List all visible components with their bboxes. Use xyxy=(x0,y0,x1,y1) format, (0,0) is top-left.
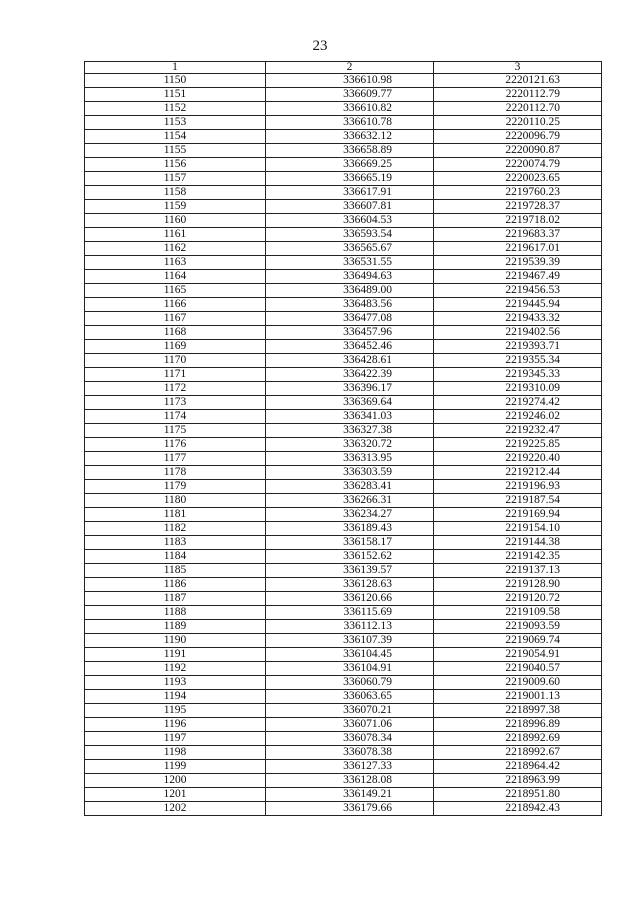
x-coordinate-cell: 336422.39 xyxy=(266,368,434,382)
point-number-cell: 1199 xyxy=(85,760,266,774)
point-number-cell: 1174 xyxy=(85,410,266,424)
x-coordinate-cell: 336139.57 xyxy=(266,564,434,578)
point-number-cell: 1188 xyxy=(85,606,266,620)
point-number-cell: 1154 xyxy=(85,130,266,144)
point-number-cell: 1163 xyxy=(85,256,266,270)
x-coordinate-cell: 336531.55 xyxy=(266,256,434,270)
point-number-cell: 1156 xyxy=(85,158,266,172)
y-coordinate-cell: 2219154.10 xyxy=(434,522,602,536)
table-row xyxy=(85,298,602,312)
table-row xyxy=(85,494,602,508)
point-number-cell: 1190 xyxy=(85,634,266,648)
point-number-cell: 1197 xyxy=(85,732,266,746)
point-number-cell: 1192 xyxy=(85,662,266,676)
table-row xyxy=(85,648,602,662)
x-coordinate-cell: 336283.41 xyxy=(266,480,434,494)
table-row xyxy=(85,788,602,802)
point-number-cell: 1153 xyxy=(85,116,266,130)
y-coordinate-cell: 2219393.71 xyxy=(434,340,602,354)
table-row xyxy=(85,242,602,256)
point-number-cell: 1184 xyxy=(85,550,266,564)
x-coordinate-cell: 336063.65 xyxy=(266,690,434,704)
y-coordinate-cell: 2219128.90 xyxy=(434,578,602,592)
table-row xyxy=(85,718,602,732)
table-row xyxy=(85,200,602,214)
x-coordinate-cell: 336428.61 xyxy=(266,354,434,368)
y-coordinate-cell: 2219456.53 xyxy=(434,284,602,298)
x-coordinate-cell: 336320.72 xyxy=(266,438,434,452)
x-coordinate-cell: 336604.53 xyxy=(266,214,434,228)
table-row xyxy=(85,144,602,158)
point-number-cell: 1186 xyxy=(85,578,266,592)
point-number-cell: 1161 xyxy=(85,228,266,242)
y-coordinate-cell: 2218992.67 xyxy=(434,746,602,760)
y-coordinate-cell: 2219683.37 xyxy=(434,228,602,242)
point-number-cell: 1183 xyxy=(85,536,266,550)
y-coordinate-cell: 2219169.94 xyxy=(434,508,602,522)
x-coordinate-cell: 336665.19 xyxy=(266,172,434,186)
x-coordinate-cell: 336489.00 xyxy=(266,284,434,298)
table-row xyxy=(85,368,602,382)
x-coordinate-cell: 336115.69 xyxy=(266,606,434,620)
point-number-cell: 1202 xyxy=(85,802,266,816)
x-coordinate-cell: 336078.34 xyxy=(266,732,434,746)
x-coordinate-cell: 336593.54 xyxy=(266,228,434,242)
x-coordinate-cell: 336313.95 xyxy=(266,452,434,466)
point-number-cell: 1175 xyxy=(85,424,266,438)
x-coordinate-cell: 336610.78 xyxy=(266,116,434,130)
table-body xyxy=(85,74,602,816)
header-row xyxy=(85,62,602,74)
table-row xyxy=(85,270,602,284)
point-number-cell: 1189 xyxy=(85,620,266,634)
point-number-cell: 1176 xyxy=(85,438,266,452)
y-coordinate-cell: 2219001.13 xyxy=(434,690,602,704)
point-number-cell: 1181 xyxy=(85,508,266,522)
point-number-cell: 1172 xyxy=(85,382,266,396)
table-row xyxy=(85,396,602,410)
y-coordinate-cell: 2219093.59 xyxy=(434,620,602,634)
x-coordinate-cell: 336483.56 xyxy=(266,298,434,312)
x-coordinate-cell: 336610.98 xyxy=(266,74,434,88)
table-row xyxy=(85,620,602,634)
x-coordinate-cell: 336607.81 xyxy=(266,200,434,214)
point-number-cell: 1171 xyxy=(85,368,266,382)
x-coordinate-cell: 336610.82 xyxy=(266,102,434,116)
table-row xyxy=(85,592,602,606)
point-number-cell: 1177 xyxy=(85,452,266,466)
y-coordinate-cell: 2219355.34 xyxy=(434,354,602,368)
y-coordinate-cell: 2219467.49 xyxy=(434,270,602,284)
x-coordinate-cell: 336494.63 xyxy=(266,270,434,284)
y-coordinate-cell: 2219445.94 xyxy=(434,298,602,312)
y-coordinate-cell: 2219310.09 xyxy=(434,382,602,396)
point-number-cell: 1157 xyxy=(85,172,266,186)
x-coordinate-cell: 336128.63 xyxy=(266,578,434,592)
x-coordinate-cell: 336071.06 xyxy=(266,718,434,732)
y-coordinate-cell: 2219225.85 xyxy=(434,438,602,452)
x-coordinate-cell: 336617.91 xyxy=(266,186,434,200)
point-number-cell: 1162 xyxy=(85,242,266,256)
table-row xyxy=(85,438,602,452)
table-row xyxy=(85,606,602,620)
point-number-cell: 1152 xyxy=(85,102,266,116)
table-row xyxy=(85,564,602,578)
table-row xyxy=(85,326,602,340)
x-coordinate-cell: 336060.79 xyxy=(266,676,434,690)
y-coordinate-cell: 2219345.33 xyxy=(434,368,602,382)
point-number-cell: 1150 xyxy=(85,74,266,88)
x-coordinate-cell: 336179.66 xyxy=(266,802,434,816)
point-number-cell: 1155 xyxy=(85,144,266,158)
table-row xyxy=(85,312,602,326)
y-coordinate-cell: 2218964.42 xyxy=(434,760,602,774)
table-row xyxy=(85,466,602,480)
table-row xyxy=(85,186,602,200)
point-number-cell: 1168 xyxy=(85,326,266,340)
table-row xyxy=(85,508,602,522)
table-row xyxy=(85,102,602,116)
x-coordinate-cell: 336477.08 xyxy=(266,312,434,326)
y-coordinate-cell: 2218992.69 xyxy=(434,732,602,746)
y-coordinate-cell: 2220112.79 xyxy=(434,88,602,102)
y-coordinate-cell: 2219196.93 xyxy=(434,480,602,494)
x-coordinate-cell: 336149.21 xyxy=(266,788,434,802)
y-coordinate-cell: 2219144.38 xyxy=(434,536,602,550)
table-row xyxy=(85,130,602,144)
x-coordinate-cell: 336120.66 xyxy=(266,592,434,606)
y-coordinate-cell: 2219617.01 xyxy=(434,242,602,256)
table-row xyxy=(85,88,602,102)
x-coordinate-cell: 336107.39 xyxy=(266,634,434,648)
y-coordinate-cell: 2219402.56 xyxy=(434,326,602,340)
y-coordinate-cell: 2219212.44 xyxy=(434,466,602,480)
x-coordinate-cell: 336112.13 xyxy=(266,620,434,634)
column-header-x-coordinate: 2 xyxy=(266,62,434,74)
y-coordinate-cell: 2218963.99 xyxy=(434,774,602,788)
point-number-cell: 1159 xyxy=(85,200,266,214)
table-row xyxy=(85,746,602,760)
x-coordinate-cell: 336078.38 xyxy=(266,746,434,760)
point-number-cell: 1165 xyxy=(85,284,266,298)
x-coordinate-cell: 336669.25 xyxy=(266,158,434,172)
table-row xyxy=(85,480,602,494)
y-coordinate-cell: 2219054.91 xyxy=(434,648,602,662)
y-coordinate-cell: 2220096.79 xyxy=(434,130,602,144)
y-coordinate-cell: 2220074.79 xyxy=(434,158,602,172)
table-row xyxy=(85,522,602,536)
table-row xyxy=(85,690,602,704)
table-row xyxy=(85,382,602,396)
table-row xyxy=(85,410,602,424)
point-number-cell: 1200 xyxy=(85,774,266,788)
y-coordinate-cell: 2219433.32 xyxy=(434,312,602,326)
point-number-cell: 1167 xyxy=(85,312,266,326)
table-row xyxy=(85,452,602,466)
point-number-cell: 1182 xyxy=(85,522,266,536)
y-coordinate-cell: 2219539.39 xyxy=(434,256,602,270)
table-row xyxy=(85,578,602,592)
table-row xyxy=(85,536,602,550)
x-coordinate-cell: 336070.21 xyxy=(266,704,434,718)
y-coordinate-cell: 2220121.63 xyxy=(434,74,602,88)
point-number-cell: 1194 xyxy=(85,690,266,704)
table-row xyxy=(85,340,602,354)
x-coordinate-cell: 336104.45 xyxy=(266,648,434,662)
y-coordinate-cell: 2219109.58 xyxy=(434,606,602,620)
y-coordinate-cell: 2220112.70 xyxy=(434,102,602,116)
point-number-cell: 1151 xyxy=(85,88,266,102)
x-coordinate-cell: 336632.12 xyxy=(266,130,434,144)
y-coordinate-cell: 2220023.65 xyxy=(434,172,602,186)
x-coordinate-cell: 336565.67 xyxy=(266,242,434,256)
y-coordinate-cell: 2219009.60 xyxy=(434,676,602,690)
y-coordinate-cell: 2219069.74 xyxy=(434,634,602,648)
table-row xyxy=(85,158,602,172)
coordinates-table xyxy=(84,61,602,816)
y-coordinate-cell: 2220090.87 xyxy=(434,144,602,158)
table-header xyxy=(85,62,602,74)
point-number-cell: 1173 xyxy=(85,396,266,410)
table-row xyxy=(85,214,602,228)
table-row xyxy=(85,634,602,648)
table-row xyxy=(85,676,602,690)
column-header-point-number: 1 xyxy=(85,62,266,74)
x-coordinate-cell: 336128.08 xyxy=(266,774,434,788)
table-row xyxy=(85,732,602,746)
y-coordinate-cell: 2218942.43 xyxy=(434,802,602,816)
point-number-cell: 1169 xyxy=(85,340,266,354)
y-coordinate-cell: 2219728.37 xyxy=(434,200,602,214)
point-number-cell: 1180 xyxy=(85,494,266,508)
table-row xyxy=(85,774,602,788)
table-row xyxy=(85,284,602,298)
x-coordinate-cell: 336369.64 xyxy=(266,396,434,410)
table-row xyxy=(85,256,602,270)
table-row xyxy=(85,704,602,718)
y-coordinate-cell: 2218951.80 xyxy=(434,788,602,802)
y-coordinate-cell: 2219137.13 xyxy=(434,564,602,578)
table-row xyxy=(85,354,602,368)
point-number-cell: 1166 xyxy=(85,298,266,312)
table-row xyxy=(85,760,602,774)
point-number-cell: 1170 xyxy=(85,354,266,368)
y-coordinate-cell: 2218997.38 xyxy=(434,704,602,718)
x-coordinate-cell: 336396.17 xyxy=(266,382,434,396)
x-coordinate-cell: 336266.31 xyxy=(266,494,434,508)
point-number-cell: 1178 xyxy=(85,466,266,480)
table-row xyxy=(85,662,602,676)
table-row xyxy=(85,116,602,130)
x-coordinate-cell: 336104.91 xyxy=(266,662,434,676)
x-coordinate-cell: 336189.43 xyxy=(266,522,434,536)
x-coordinate-cell: 336234.27 xyxy=(266,508,434,522)
x-coordinate-cell: 336658.89 xyxy=(266,144,434,158)
table-row xyxy=(85,550,602,564)
point-number-cell: 1201 xyxy=(85,788,266,802)
table-row xyxy=(85,228,602,242)
table-row xyxy=(85,172,602,186)
x-coordinate-cell: 336609.77 xyxy=(266,88,434,102)
point-number-cell: 1193 xyxy=(85,676,266,690)
y-coordinate-cell: 2219142.35 xyxy=(434,550,602,564)
y-coordinate-cell: 2218996.89 xyxy=(434,718,602,732)
x-coordinate-cell: 336158.17 xyxy=(266,536,434,550)
point-number-cell: 1158 xyxy=(85,186,266,200)
page-number: 23 xyxy=(312,38,328,54)
table-row xyxy=(85,424,602,438)
y-coordinate-cell: 2219220.40 xyxy=(434,452,602,466)
point-number-cell: 1160 xyxy=(85,214,266,228)
point-number-cell: 1195 xyxy=(85,704,266,718)
y-coordinate-cell: 2220110.25 xyxy=(434,116,602,130)
x-coordinate-cell: 336127.33 xyxy=(266,760,434,774)
point-number-cell: 1198 xyxy=(85,746,266,760)
table-row xyxy=(85,74,602,88)
y-coordinate-cell: 2219760.23 xyxy=(434,186,602,200)
x-coordinate-cell: 336341.03 xyxy=(266,410,434,424)
y-coordinate-cell: 2219274.42 xyxy=(434,396,602,410)
y-coordinate-cell: 2219246.02 xyxy=(434,410,602,424)
x-coordinate-cell: 336327.38 xyxy=(266,424,434,438)
point-number-cell: 1196 xyxy=(85,718,266,732)
y-coordinate-cell: 2219187.54 xyxy=(434,494,602,508)
x-coordinate-cell: 336457.96 xyxy=(266,326,434,340)
y-coordinate-cell: 2219120.72 xyxy=(434,592,602,606)
point-number-cell: 1179 xyxy=(85,480,266,494)
point-number-cell: 1187 xyxy=(85,592,266,606)
column-header-y-coordinate: 3 xyxy=(434,62,602,74)
point-number-cell: 1164 xyxy=(85,270,266,284)
x-coordinate-cell: 336452.46 xyxy=(266,340,434,354)
table-row xyxy=(85,802,602,816)
y-coordinate-cell: 2219718.02 xyxy=(434,214,602,228)
y-coordinate-cell: 2219040.57 xyxy=(434,662,602,676)
point-number-cell: 1191 xyxy=(85,648,266,662)
y-coordinate-cell: 2219232.47 xyxy=(434,424,602,438)
x-coordinate-cell: 336303.59 xyxy=(266,466,434,480)
x-coordinate-cell: 336152.62 xyxy=(266,550,434,564)
point-number-cell: 1185 xyxy=(85,564,266,578)
